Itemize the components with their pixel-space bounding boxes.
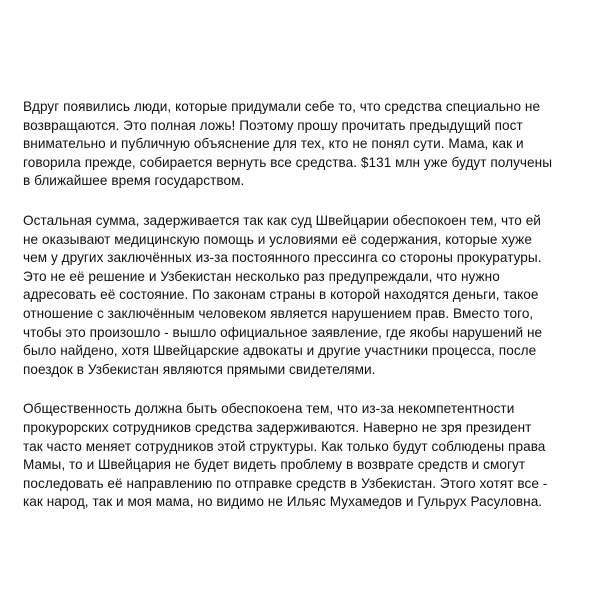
paragraph-3: Общественность должна быть обеспокоена тем, что из-за некомпетентности прокурорских сотрудников средства задерживаются. Наверно не зря президент так часто меняет сотрудников этой структуры. Как только будут соблюдены права Мамы, то и Швейцария не будет видеть проблему в возврате средств и смогут последовать её направлению по отправке средств в Узбекистан. Этого хотят все - как народ, так и моя мама, но видимо не Ильяс Мухамедов и Гульрух Расуловна. [23, 401, 548, 510]
paragraph-2: Остальная сумма, задерживается так как суд Швейцарии обеспокоен тем, что ей не оказывают медицинскую помощь и условиями её содержания, которые хуже чем у других заключённых из-за постоянного прессинга со стороны прокуратуры. Это не её решение и Узбекистан несколько раз предупреждали, что нужно адресовать её состояние. По законам страны в которой находятся деньги, такое отношение с заключённым человеком является нарушением прав. Вместо того, чтобы это произошло - вышло официальное заявление, где якобы нарушений не было найдено, хотя Швейцарские адвокаты и другие участники процесса, после поездок в Узбекистан являются прямыми свидетелями. [23, 212, 543, 377]
paragraph-1: Вдруг появились люди, которые придумали себе то, что средства специально не возвращаются. Это полная ложь! Поэтому прошу прочитать предыдущий пост внимательно и публичную объяснение для тех, кто не понял сути. Мама, как и говорила прежде, собирается вернуть все средства. $131 млн уже будут получены в ближайшее время государством. [23, 99, 553, 189]
